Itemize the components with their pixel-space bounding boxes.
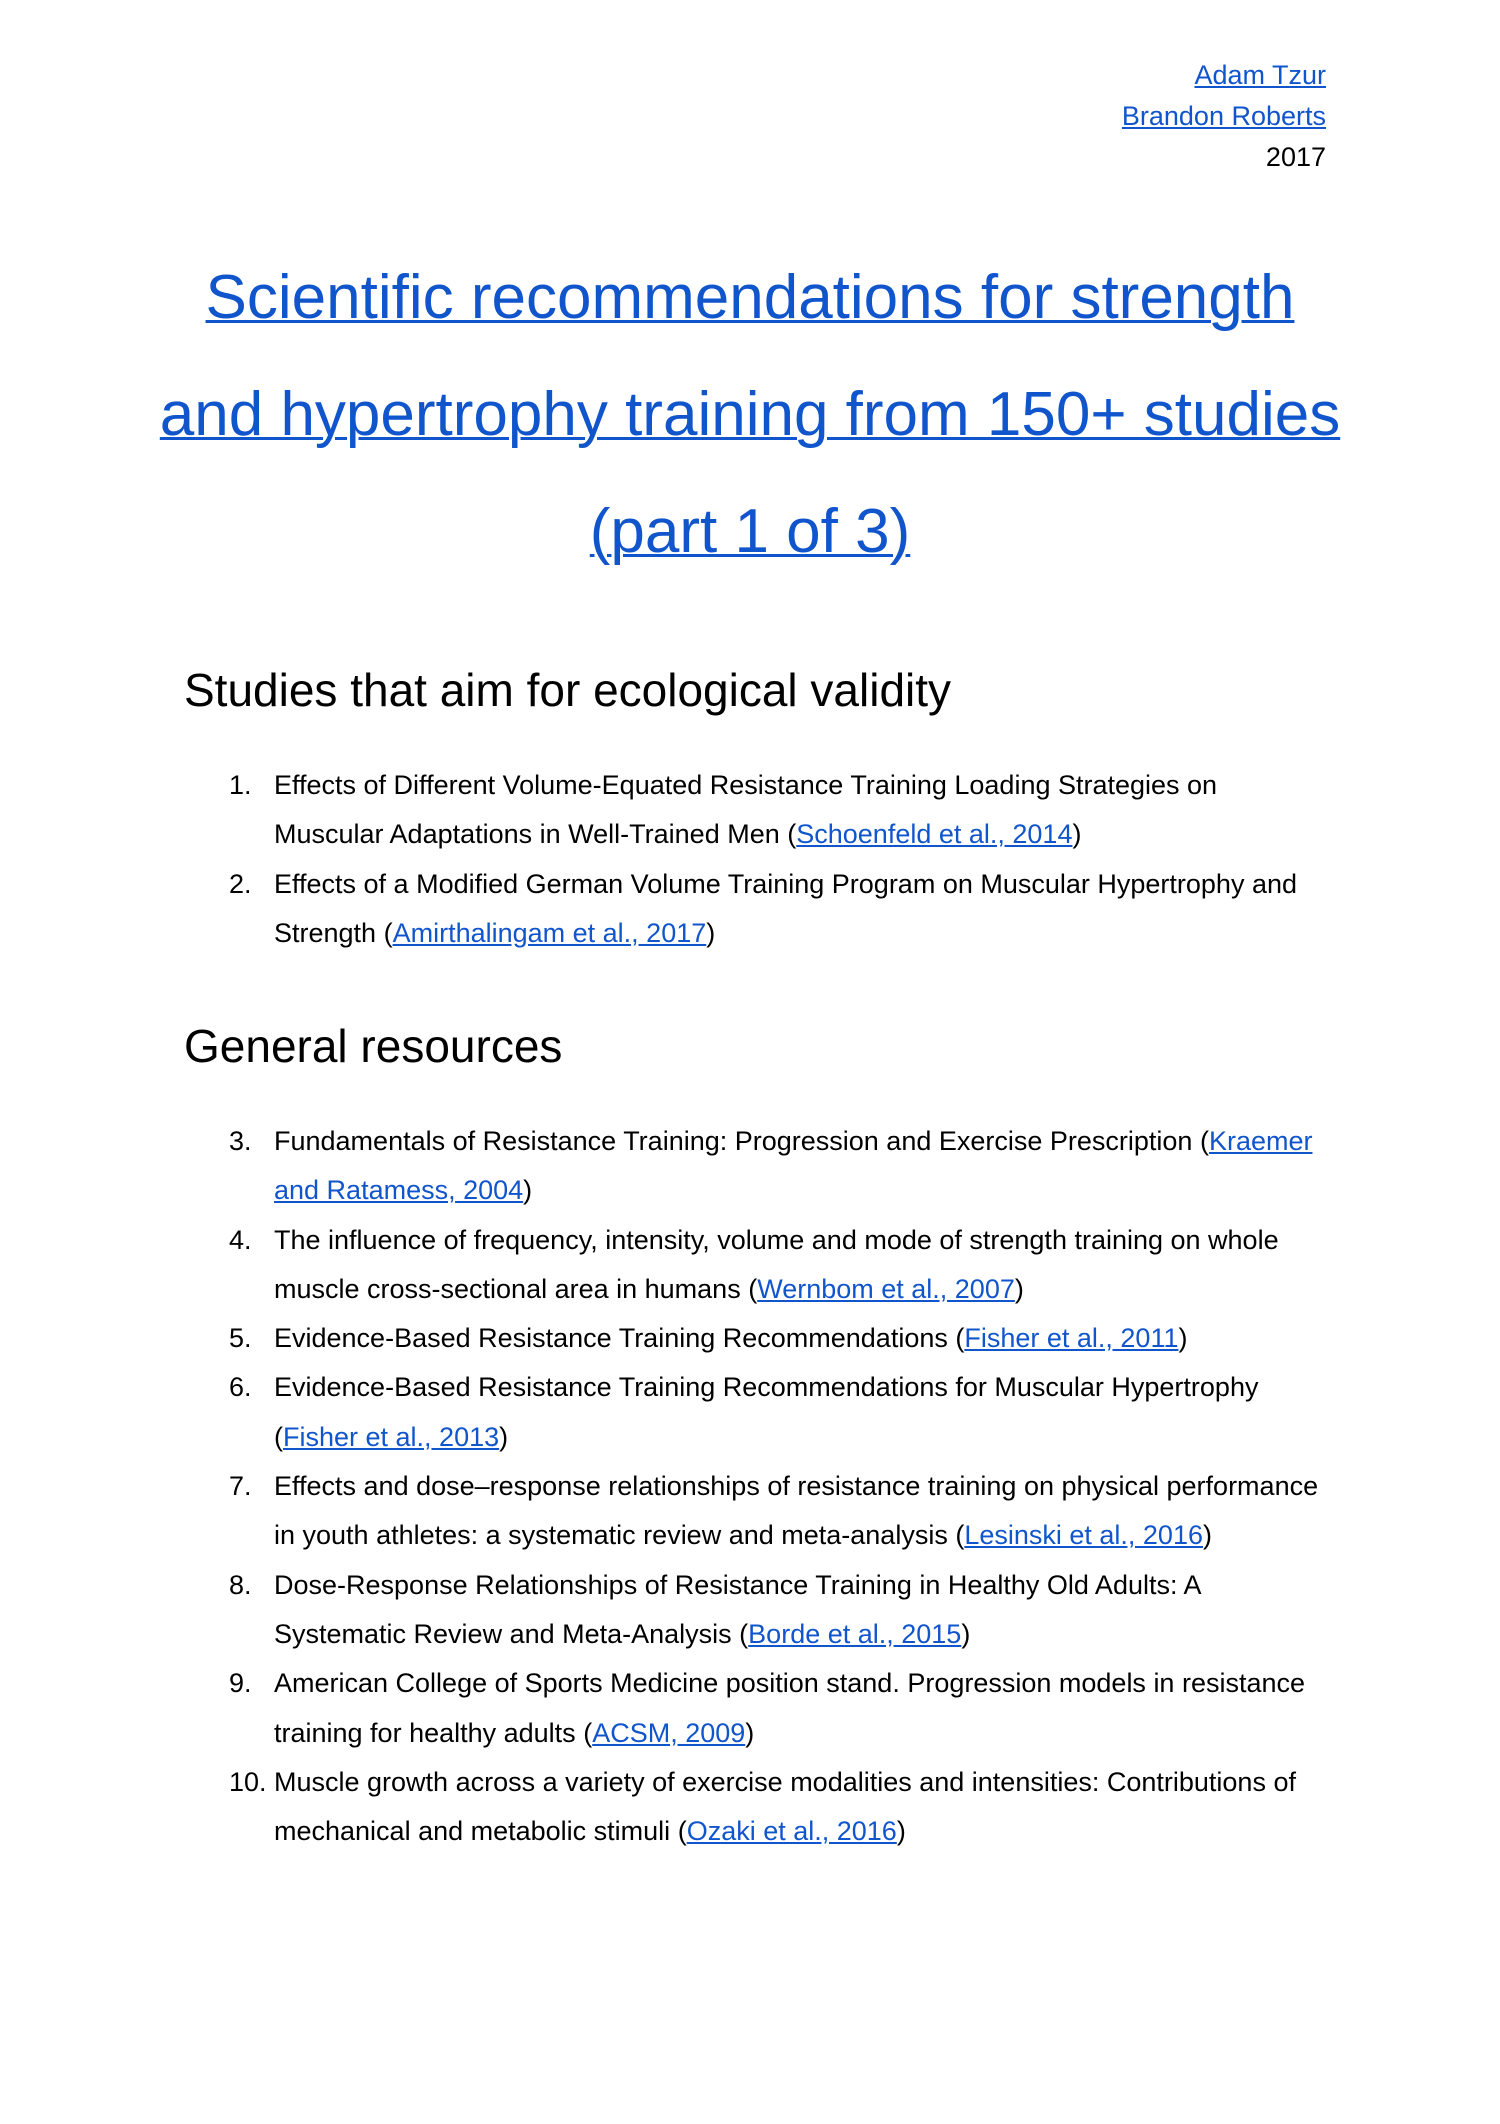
- item-title: American College of Sports Medicine position stand. Progression models in resistance training for healthy adults: [274, 1668, 1306, 1748]
- list-item: 10. Muscle growth across a variety of exercise modalities and intensities: Contributions of mechanical and metabolic stimuli (Ozaki et al., 2016): [274, 1758, 1324, 1857]
- title-link[interactable]: Scientific recommendations for strength and hypertrophy training from 150+ studies (part 1 of 3): [159, 263, 1341, 566]
- list-item: 7. Effects and dose–response relationships of resistance training on physical performance in youth athletes: a systematic review and meta-analysis (Lesinski et al., 2016): [274, 1462, 1324, 1561]
- item-title: Dose-Response Relationships of Resistance Training in Healthy Old Adults: A Systematic Review and Meta-Analysis: [274, 1569, 1201, 1649]
- citation-link[interactable]: Schoenfeld et al., 2014: [796, 819, 1073, 850]
- author-link[interactable]: Adam Tzur: [1194, 60, 1326, 90]
- list-item: 2. Effects of a Modified German Volume Training Program on Muscular Hypertrophy and Strength (Amirthalingam et al., 2017): [274, 860, 1324, 959]
- item-number: 2.: [229, 868, 252, 899]
- item-number: 9.: [229, 1668, 252, 1699]
- citation-link[interactable]: Fisher et al., 2013: [283, 1421, 500, 1452]
- year: 2017: [1265, 142, 1326, 172]
- reference-list: [229, 761, 1324, 958]
- item-title: Effects of a Modified German Volume Training Program on Muscular Hypertrophy and Strength: [274, 868, 1297, 948]
- section-heading: Studies that aim for ecological validity: [184, 664, 952, 716]
- list-item: 3. Fundamentals of Resistance Training: Progression and Exercise Prescription (Kraemer and Ratamess, 2004): [274, 1117, 1324, 1216]
- citation-link[interactable]: Fisher et al., 2011: [964, 1323, 1179, 1354]
- item-title: Fundamentals of Resistance Training: Progression and Exercise Prescription: [274, 1126, 1193, 1156]
- item-number: 6.: [229, 1372, 252, 1403]
- item-title: Muscle growth across a variety of exercise modalities and intensities: Contributions of mechanical and metabolic stimuli: [274, 1766, 1296, 1847]
- document-title: [150, 239, 1350, 590]
- item-number: 10.: [229, 1766, 267, 1797]
- item-title: Evidence-Based Resistance Training Recommendations: [274, 1323, 948, 1354]
- citation-link[interactable]: Ozaki et al., 2016: [686, 1816, 897, 1847]
- citation-link[interactable]: Amirthalingam et al., 2017: [392, 917, 707, 948]
- list-item: 5. Evidence-Based Resistance Training Recommendations (Fisher et al., 2011): [274, 1314, 1324, 1363]
- item-title: Evidence-Based Resistance Training Recommendations for Muscular Hypertrophy: [274, 1372, 1259, 1403]
- section-heading: General resources: [184, 1020, 563, 1072]
- item-number: 3.: [229, 1126, 252, 1156]
- list-item: 8. Dose-Response Relationships of Resistance Training in Healthy Old Adults: A Systematic Review and Meta-Analysis (Borde et al., 2015): [274, 1561, 1324, 1660]
- citation-link[interactable]: Lesinski et al., 2016: [964, 1520, 1203, 1551]
- author-link[interactable]: Brandon Roberts: [1121, 101, 1326, 131]
- item-number: 8.: [229, 1569, 252, 1600]
- item-number: 4.: [229, 1224, 252, 1255]
- item-title: The influence of frequency, intensity, volume and mode of strength training on whole muscle cross-sectional area in humans: [274, 1224, 1279, 1304]
- reference-list: [229, 1117, 1324, 1856]
- list-item: 4. The influence of frequency, intensity, volume and mode of strength training on whole muscle cross-sectional area in humans (Wernbom et al., 2007): [274, 1216, 1324, 1315]
- citation-link[interactable]: ACSM, 2009: [592, 1717, 746, 1748]
- item-number: 5.: [229, 1323, 252, 1354]
- list-item: 6. Evidence-Based Resistance Training Recommendations for Muscular Hypertrophy (Fisher et al., 2013): [274, 1363, 1324, 1462]
- item-title: Effects and dose–response relationships of resistance training on physical performance in youth athletes: a systematic review and meta-analysis: [274, 1471, 1319, 1551]
- citation-link[interactable]: Kraemer and Ratamess, 2004: [274, 1126, 1313, 1206]
- item-number: 1.: [229, 770, 252, 800]
- citation-link[interactable]: Wernbom et al., 2007: [757, 1273, 1015, 1304]
- item-title: Effects of Different Volume-Equated Resistance Training Loading Strategies on Muscular Adaptations in Well-Trained Men: [274, 770, 1218, 850]
- citation-link[interactable]: Borde et al., 2015: [748, 1618, 962, 1649]
- author-block: [1122, 55, 1326, 178]
- list-item: 9. American College of Sports Medicine position stand. Progression models in resistance training for healthy adults (ACSM, 2009): [274, 1659, 1324, 1758]
- list-item: 1. Effects of Different Volume-Equated Resistance Training Loading Strategies on Muscular Adaptations in Well-Trained Men (Schoenfeld et al., 2014): [274, 761, 1324, 860]
- item-number: 7.: [229, 1471, 252, 1502]
